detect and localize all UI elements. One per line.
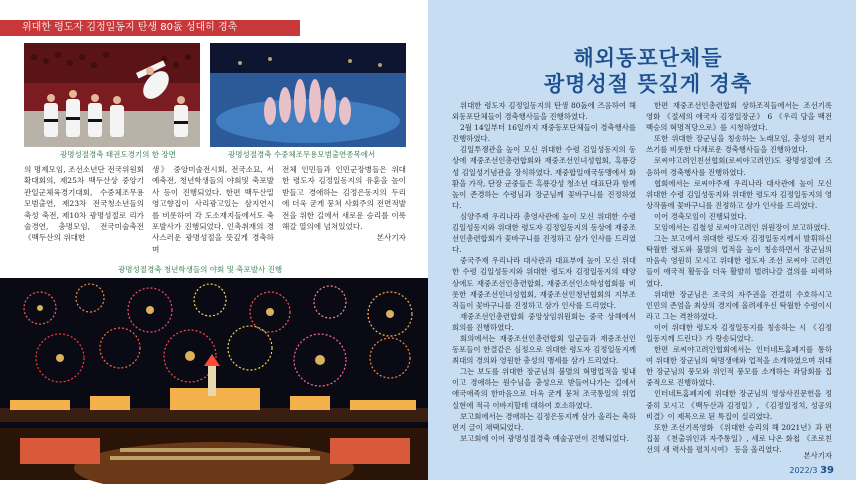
left-byline: 본사기자	[376, 233, 406, 243]
left-col2-text: 생》 중앙미술전시회, 전국소묘, 서예축전, 청년학생들의 야회및 축포발사 등이 진행되었다. 한편 백두산밀영고향집이 사리광고있는 삼지연시를 비롯하여 각 도소재지들에서도 축포발사가 진행되었다. 인촉취재의 경사스러운 광명성절을 뜻깊게 경축하며	[152, 165, 274, 254]
photo1-caption: 광명성절경축 태권도경기의 한 장면	[60, 150, 176, 159]
page-num: 39	[820, 465, 834, 476]
right-page	[428, 0, 856, 480]
left-text-col2	[152, 164, 274, 266]
page-date: 2022/3	[789, 466, 818, 475]
page-number	[789, 465, 834, 476]
left-text-col1	[24, 164, 144, 266]
rcol2-p11: 또한 조선기록영화 《위대한 승리의 해 2021년》과 편집물 《천출위인과 자주통일》, 세로 나온 화첩 《조로친선의 새 력사를 펼치시여》 등을 올리였다.	[646, 422, 832, 454]
rcol2-p6: 그는 보고에서 위대한 령도자 김정일동지께서 발휘하신 탁월한 령도와 불멸의 업적을 높이 칭송하면서 장군님의 마음속 영원히 모시고 위대한 령도자 조선 로씨야 고려인들이 애국적 활동을 더욱 활발히 벌려나갈 결의를 피력하였다.	[646, 234, 832, 288]
left-text-col3	[282, 164, 406, 266]
photo2-caption: 광명성절경축 수중체조무용모범출연종목에서	[228, 150, 376, 159]
rcol1-p1: 2월 14일부터 16일까지 재중동포단체들이 경축행사를 진행하였다.	[452, 123, 636, 144]
right-text-col1	[452, 100, 636, 472]
photo3-caption: 광명성절경축 청년학생들의 야회 및 축포발사 진행	[118, 265, 283, 274]
rcol2-p9: 한편 로씨야고려인협회에서는 인터네트홈페지를 통하여 위대한 장군님의 혁명생애와 업적을 소개하였으며 위대한 장군님의 풍모와 위인적 풍모를 소개하는 좌담회를 집중적으로 진행하였다.	[646, 345, 832, 388]
rcol1-p0: 위대한 령도자 김정일동지의 탄생 80돐에 즈음하여 해외동포단체들이 경축행사들을 진행하였다.	[452, 101, 636, 122]
taekwondo-photo	[24, 43, 200, 147]
fireworks-photo	[0, 278, 428, 480]
rcol2-p4: 이어 경축모임이 진행되였다.	[654, 211, 747, 221]
left-col1-text: 의 명제모임, 조선소년단 전국위원회 확대회의, 제25차 백두산상 중앙기관일군체육경기대회, 수중체조무용모범출연, 제23차 전국청소년들의 축성 축전, 제10차 광명성절로 리가술경연, 충명모임, 전국미술축전 《백두산의 위대한	[24, 165, 144, 243]
left-page	[0, 0, 428, 480]
article-title-line1: 해외동포단체들	[573, 46, 723, 70]
article-title-line2: 광명성절 뜻깊게 경축	[543, 72, 753, 96]
rcol2-p2: 로씨야고려인친선협회(로씨야고려인)도 광명성절에 즈음하여 경축행사를 진행하였다.	[646, 156, 832, 177]
rcol1-p8: 보고회에서는 경애하는 김정은동지께 삼가 올리는 축하편지 글이 채택되었다.	[452, 411, 636, 432]
rcol2-p7: 위대한 장군님은 조국의 자주권을 견결히 수호하시고 인민의 존엄을 최상의 경지에 올려세우신 탁월한 수령이시라고 그는 격찬하였다.	[646, 289, 832, 321]
rcol2-p8: 이어 위대한 령도자 김정일동지를 칭송하는 시 《김정일동지께 드린다》가 랑송되었다.	[646, 322, 832, 343]
rcol1-p4: 중국주재 우리나라 대사관과 대표부에 높이 모신 위대한 수령 김일성동지와 위대한 령도자 김정일동지의 태양상에도 재중조선인총련합회, 재중조선인소학성협회를 비롯한 재중조선인녀성협회, 재중조선인청년협회의 지부조직들이 꽃바구니를 진정하고 삼가 인사를 드리였다.	[452, 256, 636, 310]
rcol2-p1: 또한 위대한 장군님을 칭송하는 노래모임, 충성의 편지쓰기를 비롯한 다채로운 경축행사들을 진행하였다.	[646, 134, 832, 155]
rcol2-p5: 모임에서는 김철성 로씨야고려인 위원장이 보고하였다.	[654, 223, 830, 233]
left-col3-text: 전체 인민들과 인민군장병들은 위대한 령도자 김정일동지의 유훈을 높이 받들고 경애하는 김정은동지의 두리에 더욱 굳게 뭉쳐 사회주의 전면적발전을 위한 길에서 새로운 승리를 이룩해갈 열의에 넘쳐있었다.	[282, 165, 406, 232]
rcol1-p5: 재중조선인총련합회 중앙상임위원회는 중국 상해에서 회의를 진행하였다.	[452, 311, 636, 332]
rcol1-p9: 보고회에 이어 광명성절경축 예술공연이 진행되었다.	[460, 433, 629, 443]
rcol2-p10: 인터네트홈페지에 위대한 장군님의 영상사진문헌을 정중히 모시고 《백두산과 김정일》, 《김정일정치, 성공의 비결》이 제목으로 된 특집이 실리였다.	[646, 389, 832, 421]
right-byline: 본사기자	[803, 451, 832, 460]
rcol1-p3: 심양주재 우리나라 총영사관에 높이 모신 위대한 수령 김일성동지와 위대한 령도자 김정일동지의 동상에 재중조선인총련합회가 꽃바구니를 진정하고 삼가 인사를 드리였다.	[452, 211, 636, 255]
swimming-photo	[210, 43, 406, 147]
rcol2-p0: 한편 재중조선인총련합회 상하조직들에서는 조선기록영화 《절세의 애국자 김정일장군》 6 《우리 당을 백전백승의 혁명적당으로》를 시청하였다.	[646, 101, 832, 133]
right-text-col2	[646, 100, 832, 454]
header-banner: 위대한 령도자 김정일동지 탄생 80돐 성대히 경축	[0, 20, 300, 36]
rcol2-p3: 협회에서는 로씨야주재 우리나라 대사관에 높이 모신 위대한 수령 김일성동지와 위대한 령도자 김정일동지의 영상작품에 꽃바구니를 진정하고 삼가 인사를 드리였다.	[646, 178, 832, 210]
rcol1-p7: 그는 보도를 위대한 장군님의 불멸의 혁명업적을 빛내이고 경애하는 원수님을 충성으로 받들어나가는 길에서 애국애족의 한마음으로 더욱 굳게 뭉쳐 조국통일의 위업실현에 적극 이바지할데 대하여 호소하였다.	[452, 367, 636, 410]
rcol1-p6: 회의에서는 재중조선인총련합회 일군들과 재중조선인동포들이 한결같은 심정으로 위대한 령도자 김정일동지께 최대의 경의와 영원한 충성의 맹세를 삼가 드리였다.	[452, 333, 636, 366]
rcol1-p2: 김일투쟁관을 높이 모신 위대한 수령 김일성동지의 동상에 재중조선인총련합회와 재중조선인녀성협회, 흑룡강성 김일성기념관을 장식하였다. 재중합일애국동맹에서 화환을 가작, 단장 군중들은 흑룡강성 청소년 대표단과 함께 높이 존경하는 수령님과 장군님께 꽃바구니를 진정하였다.	[452, 145, 636, 210]
